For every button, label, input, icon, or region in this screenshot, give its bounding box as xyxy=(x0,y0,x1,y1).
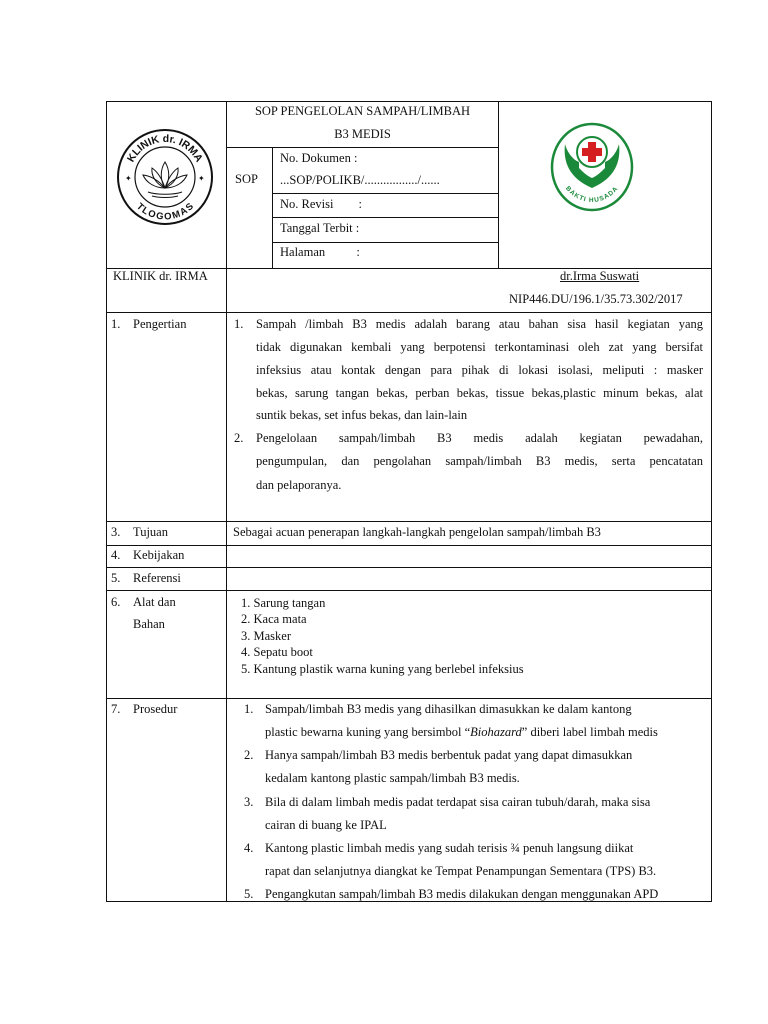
item-number: 2. xyxy=(234,431,244,445)
svg-text:✦: ✦ xyxy=(125,174,132,183)
no-dokumen-value: ...SOP/POLIKB/................./...... xyxy=(280,173,440,187)
svg-text:KLINIK dr. IRMA xyxy=(125,133,205,165)
table-border-left xyxy=(106,101,107,902)
bakti-husada-logo xyxy=(549,122,635,212)
divider xyxy=(272,217,498,218)
sop-title: SOP PENGELOLAN SAMPAH/LIMBAH xyxy=(254,104,471,118)
lotus-icon xyxy=(143,162,187,198)
alat-item: 4. Sepatu boot xyxy=(241,645,313,659)
logo-top-text: KLINIK dr. IRMA xyxy=(125,132,205,165)
pengertian-1-line: tidak digunakan kembali yang berpotensi terkontaminasi oleh zat yang bersifat xyxy=(256,340,703,354)
table-border-top xyxy=(106,101,712,102)
clinic-name: KLINIK dr. IRMA xyxy=(113,269,208,283)
divider xyxy=(226,312,227,902)
divider xyxy=(106,590,712,591)
divider xyxy=(498,101,499,268)
tanggal-terbit-label: Tanggal Terbit : xyxy=(280,221,360,235)
sop-title-line2: B3 MEDIS xyxy=(334,127,391,141)
pengertian-2-line: dan pelaporanya. xyxy=(256,478,342,492)
divider xyxy=(272,193,498,194)
section-label-referensi: Referensi xyxy=(133,571,181,585)
step-line: Kantong plastic limbah medis yang sudah terisis ¾ penuh langsung diikat xyxy=(265,841,634,855)
section-label-kebijakan: Kebijakan xyxy=(133,548,185,562)
sop-label: SOP xyxy=(235,172,258,186)
step-number: 4. xyxy=(244,841,254,855)
section-label-alat: Alat dan xyxy=(133,595,176,609)
section-number: 7. xyxy=(111,702,121,716)
signer-name: dr.Irma Suswati xyxy=(560,269,640,283)
klinik-logo xyxy=(116,128,214,226)
logo-ring-text: BAKTI HUSADA xyxy=(564,185,620,205)
item-number: 1. xyxy=(234,317,244,331)
section-label-bahan: Bahan xyxy=(133,617,165,631)
alat-item: 3. Masker xyxy=(241,629,291,643)
step-line: Sampah/limbah B3 medis yang dihasilkan dimasukkan ke dalam kantong xyxy=(265,702,632,716)
step-line: Pengangkutan sampah/limbah B3 medis dilakukan dengan menggunakan APD xyxy=(265,887,659,901)
step-number: 1. xyxy=(244,702,254,716)
divider xyxy=(106,698,712,699)
pengertian-1-line: infeksius atau kontak dengan para pihak di lokasi isolasi, meliputi : masker xyxy=(256,363,703,377)
no-revisi-label: No. Revisi : xyxy=(280,197,362,211)
section-label-tujuan: Tujuan xyxy=(133,525,168,539)
step-line: Bila di dalam limbah medis padat terdapat sisa cairan tubuh/darah, maka sisa xyxy=(265,795,651,809)
no-dokumen-label: No. Dokumen : xyxy=(280,151,358,165)
table-border-right xyxy=(711,101,712,902)
halaman-label: Halaman : xyxy=(280,245,360,259)
biohazard-term: Biohazard xyxy=(470,725,522,739)
step-line: cairan di buang ke IPAL xyxy=(265,818,387,832)
alat-item: 5. Kantung plastik warna kuning yang berlebel infeksius xyxy=(241,662,524,676)
step-line: kedalam kantong plastic sampah/limbah B3 medis. xyxy=(265,771,520,785)
section-number: 1. xyxy=(111,317,121,331)
alat-item: 1. Sarung tangan xyxy=(241,596,326,610)
divider xyxy=(106,521,712,522)
section-label-pengertian: Pengertian xyxy=(133,317,187,331)
divider xyxy=(272,242,498,243)
step-number: 2. xyxy=(244,748,254,762)
alat-item: 2. Kaca mata xyxy=(241,612,307,626)
svg-text:✦: ✦ xyxy=(198,174,205,183)
tujuan-text: Sebagai acuan penerapan langkah-langkah pengelolan sampah/limbah B3 xyxy=(233,525,601,539)
divider xyxy=(226,147,498,148)
pengertian-2-line: pengumpulan, dan pengolahan sampah/limbah B3 medis, serta pencatatan xyxy=(256,454,703,468)
signer-nip: NIP446.DU/196.1/35.73.302/2017 xyxy=(509,292,683,306)
divider xyxy=(106,567,712,568)
divider xyxy=(106,545,712,546)
step-number: 5. xyxy=(244,887,254,901)
pengertian-1-line: bekas, sarung tangan bekas, perban bekas, tissue bekas,plastic minum bekas, alat xyxy=(256,386,703,400)
step-number: 3. xyxy=(244,795,254,809)
logo-bottom-text: TLOGOMAS xyxy=(134,201,196,223)
section-number: 6. xyxy=(111,595,121,609)
table-border-bottom xyxy=(106,901,712,902)
step-line: rapat dan selanjutnya diangkat ke Tempat Penampungan Sementara (TPS) B3. xyxy=(265,864,657,878)
step-line: plastic bewarna kuning yang bersimbol “Biohazard” diberi label limbah medis xyxy=(265,725,658,739)
section-label-prosedur: Prosedur xyxy=(133,702,178,716)
section-number: 5. xyxy=(111,571,121,585)
pengertian-1-line: suntik bekas, set infus bekas, dan lain-lain xyxy=(256,408,468,422)
divider xyxy=(106,312,712,313)
section-number: 3. xyxy=(111,525,121,539)
pengertian-1-line: Sampah /limbah B3 medis adalah barang atau bahan sisa hasil kegiatan yang xyxy=(256,317,703,331)
section-number: 4. xyxy=(111,548,121,562)
pengertian-2-line: Pengelolaan sampah/limbah B3 medis adalah kegiatan pewadahan, xyxy=(256,431,703,445)
step-line: Hanya sampah/limbah B3 medis berbentuk padat yang dapat dimasukkan xyxy=(265,748,633,762)
divider xyxy=(272,147,273,268)
